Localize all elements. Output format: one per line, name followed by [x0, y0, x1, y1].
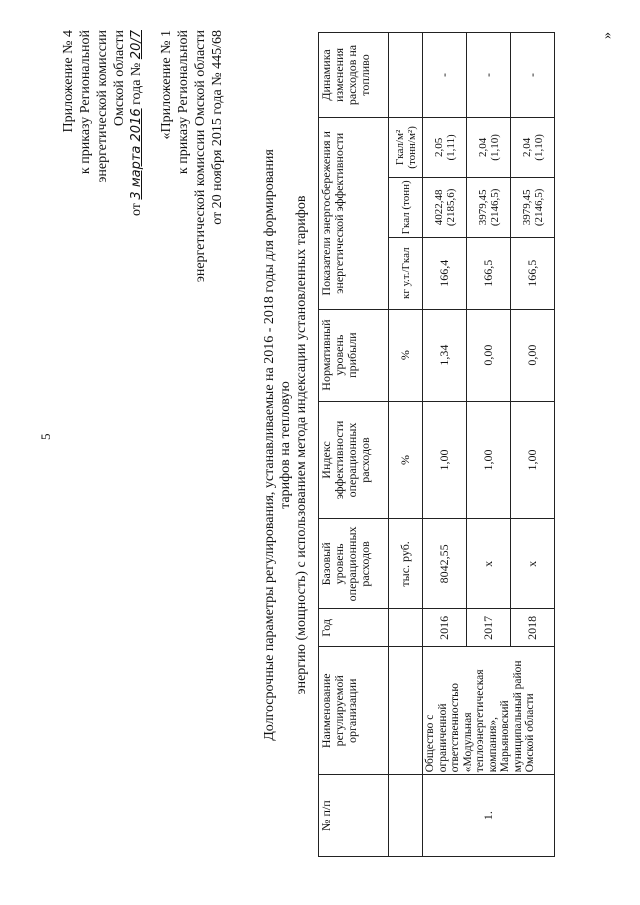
cell-profit: 0,00 [467, 309, 511, 401]
cell-gcal: 4022,48 (2185,6) [423, 177, 467, 237]
annex-mid: года № [129, 62, 144, 105]
prev-annex-line-2: к приказу Региональной [176, 30, 191, 175]
cell-base: 8042,55 [423, 519, 467, 609]
cell-gcal-m2: 2,05 (1,11) [423, 117, 467, 177]
cell-dynamics: - [511, 33, 555, 118]
cell-dynamics: - [467, 33, 511, 118]
unit-empty [389, 609, 423, 647]
cell-gcal-m2: 2,04 (1,10) [467, 117, 511, 177]
title-line-2: энергию (мощность) с использованием метода индексации установленных тарифов [294, 195, 309, 695]
previous-annex-block [158, 30, 226, 282]
header-year: Год [319, 609, 389, 647]
cell-base: х [511, 519, 555, 609]
organization-name: Общество с ограниченной ответственностью «Модульная теплоэнергетическая компания», Марьяновский муниципальный район Омской области [423, 647, 555, 775]
cell-kg: 166,5 [467, 237, 511, 309]
page-number: 5 [38, 433, 53, 440]
cell-gcal: 3979,45 (2146,5) [511, 177, 555, 237]
prev-annex-line-4: от 20 ноября 2015 года № 445/68 [210, 30, 225, 225]
unit-gcal-m2: Гкал/м² (тонн/м²) [389, 117, 423, 177]
header-energy: Показатели энергосбережения и энергетической эффективности [319, 117, 389, 309]
title-line-1: Долгосрочные параметры регулирования, устанавливаемые на 2016 - 2018 годы для формирования тарифов на тепловую [262, 149, 293, 741]
annex-prefix: от [129, 203, 144, 217]
unit-empty [389, 775, 423, 857]
annex-number-handwritten: 20/7 [129, 30, 144, 60]
cell-year: 2016 [423, 609, 467, 647]
header-profit: Нормативный уровень прибыли [319, 309, 389, 401]
header-org: Наименование регулируемой организации [319, 647, 389, 775]
prev-annex-line-1: «Приложение № 1 [159, 30, 174, 140]
unit-index: % [389, 401, 423, 519]
annex-line-3: энергетической комиссии [95, 30, 110, 183]
cell-year: 2018 [511, 609, 555, 647]
annex-date-handwritten: 3 марта 2016 [129, 108, 144, 200]
cell-year: 2017 [467, 609, 511, 647]
annex-line-2: к приказу Региональной [78, 30, 93, 175]
unit-empty [389, 33, 423, 118]
header-index: Индекс эффективности операционных расходов [319, 401, 389, 519]
header-dynamics: Динамика изменения расходов на топливо [319, 33, 389, 118]
unit-gcal: Гкал (тонн) [389, 177, 423, 237]
cell-gcal: 3979,45 (2146,5) [467, 177, 511, 237]
cell-profit: 0,00 [511, 309, 555, 401]
annex-line-5 [128, 30, 145, 216]
unit-profit: % [389, 309, 423, 401]
cell-index: 1,00 [467, 401, 511, 519]
cell-profit: 1,34 [423, 309, 467, 401]
annex-block [60, 30, 145, 216]
annex-line-4: Омской области [112, 30, 127, 127]
unit-kg: кг у.т./Гкал [389, 237, 423, 309]
unit-base: тыс. руб. [389, 519, 423, 609]
cell-gcal-m2: 2,04 (1,10) [511, 117, 555, 177]
cell-base: х [467, 519, 511, 609]
parameters-table [318, 32, 555, 857]
unit-empty [389, 647, 423, 775]
header-base: Базовый уровень операционных расходов [319, 519, 389, 609]
cell-kg: 166,5 [511, 237, 555, 309]
cell-dynamics: - [423, 33, 467, 118]
document-title [262, 135, 310, 755]
annex-line-1: Приложение № 4 [61, 30, 76, 133]
header-num: № п/п [319, 775, 389, 857]
row-number: 1. [423, 775, 555, 857]
closing-quote: » [600, 32, 615, 39]
prev-annex-line-3: энергетической комиссии Омской области [193, 30, 208, 283]
cell-index: 1,00 [423, 401, 467, 519]
cell-kg: 166,4 [423, 237, 467, 309]
cell-index: 1,00 [511, 401, 555, 519]
